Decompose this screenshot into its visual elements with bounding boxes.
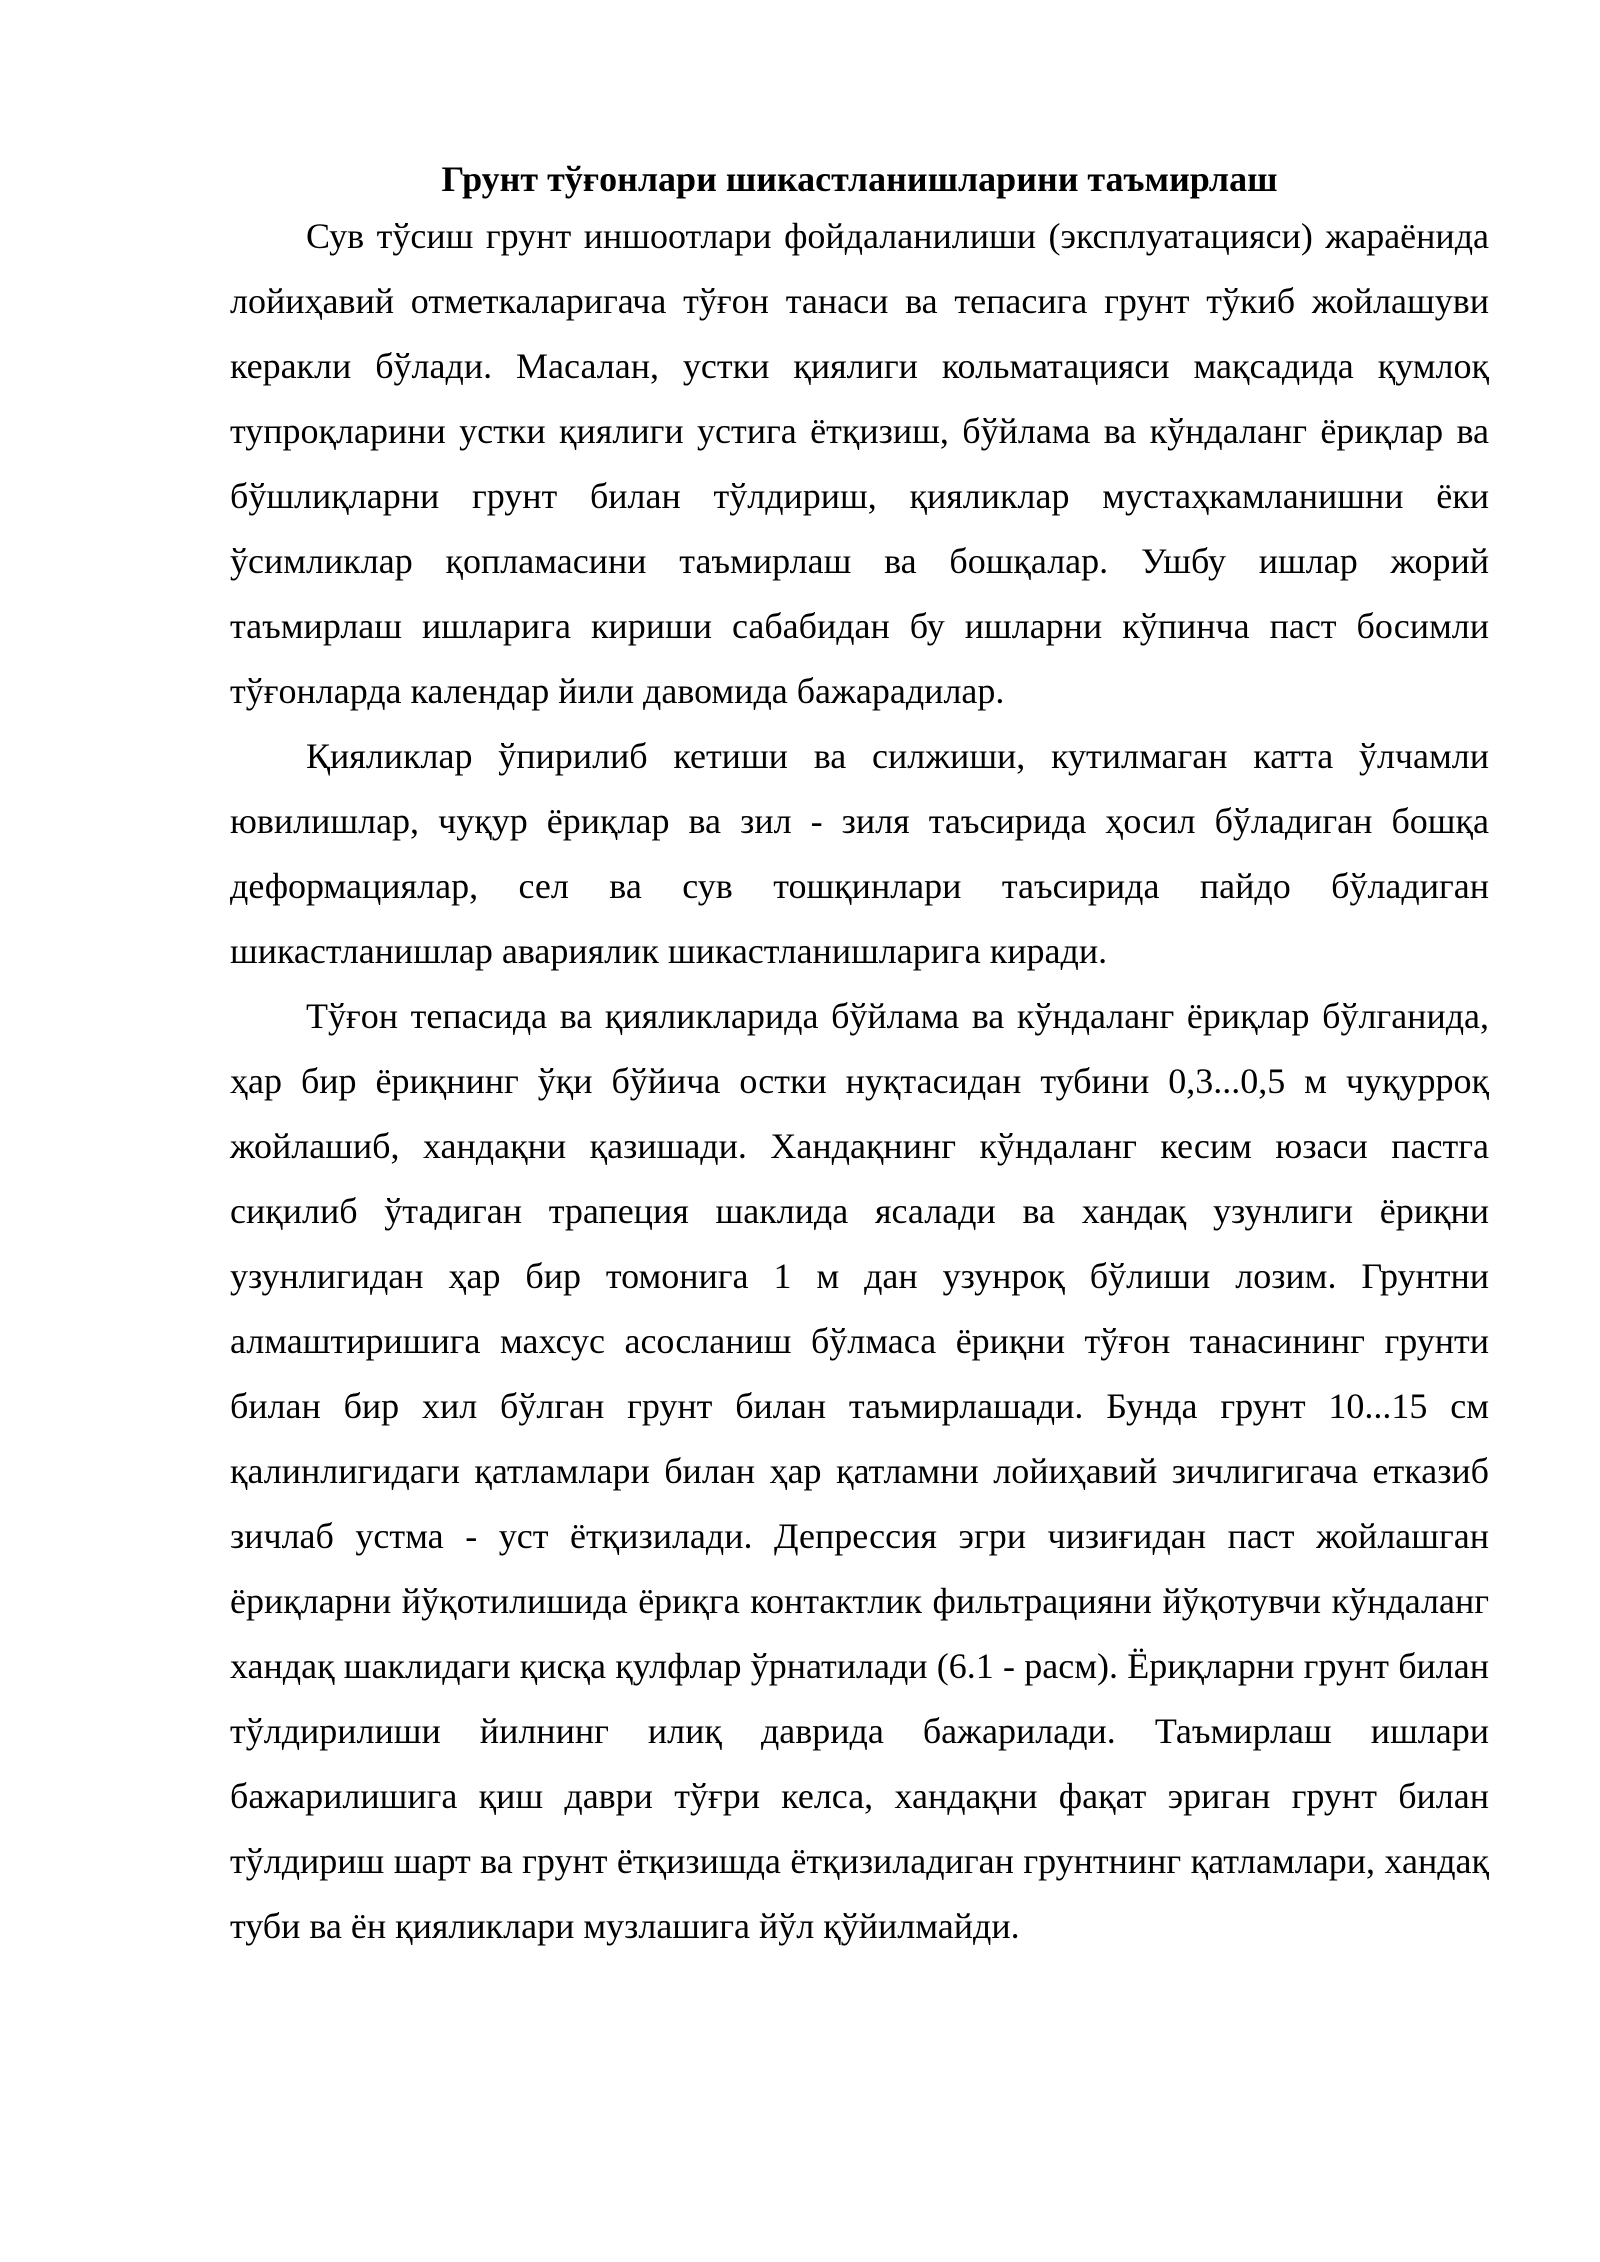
paragraph-1: Сув тўсиш грунт иншоотлари фойдаланилиши (эксплуатацияси) жараёнида лойиҳавий отметкаларигача тўғон танаси ва тепасига грунт тўкиб жойлашуви керакли бўлади. Масалан, устки қиялиги кольматацияси мақсадида қумлоқ тупроқларини устки қиялиги устига ётқизиш, бўйлама ва кўндаланг ёриқлар ва бўшлиқларни грунт билан тўлдириш, қияликлар мустаҳкамланишни ёки ўсимликлар қопламасини таъмирлаш ва бошқалар. Ушбу ишлар жорий таъмирлаш ишларига кириши сабабидан бу ишларни кўпинча паст босимли тўғонларда календар йили давомида бажарадилар.: [230, 216, 1489, 711]
document-body: [230, 150, 1489, 1959]
paragraph-2: Қияликлар ўпирилиб кетиши ва силжиши, кутилмаган катта ўлчамли ювилишлар, чуқур ёриқлар ва зил - зиля таъсирида ҳосил бўладиган бошқа деформациялар, сел ва сув тошқинлари таъсирида пайдо бўладиган шикастланишлар авариялик шикастланишларига киради.: [230, 736, 1489, 971]
document-title: Грунт тўғонлари шикастланишларини таъмирлаш: [441, 159, 1278, 199]
paragraph-3: Тўғон тепасида ва қияликларида бўйлама ва кўндаланг ёриқлар бўлганида, ҳар бир ёриқнинг ўқи бўйича остки нуқтасидан тубини 0,3...0,5 м чуқурроқ жойлашиб, хандақни қазишади. Хандақнинг кўндаланг кесим юзаси пастга сиқилиб ўтадиган трапеция шаклида ясалади ва хандақ узунлиги ёриқни узунлигидан ҳар бир томонига 1 м дан узунроқ бўлиши лозим. Грунтни алмаштиришига махсус асосланиш бўлмаса ёриқни тўғон танасининг грунти билан бир хил бўлган грунт билан таъмирлашади. Бунда грунт 10...15 см қалинлигидаги қатламлари билан ҳар қатламни лойиҳавий зичлигигача етказиб зичлаб устма - уст ётқизилади. Депрессия эгри чизиғидан паст жойлашган ёриқларни йўқотилишида ёриқга контактлик фильтрацияни йўқотувчи кўндаланг хандақ шаклидаги қисқа қулфлар ўрнатилади (6.1 - расм). Ёриқларни грунт билан тўлдирилиши йилнинг илиқ даврида бажарилади. Таъмирлаш ишлари бажарилишига қиш даври тўғри келса, хандақни фақат эриган грунт билан тўлдириш шарт ва грунт ётқизишда ётқизиладиган грунтнинг қатламлари, хандақ туби ва ён қияликлари музлашига йўл қўйилмайди.: [230, 996, 1489, 1946]
